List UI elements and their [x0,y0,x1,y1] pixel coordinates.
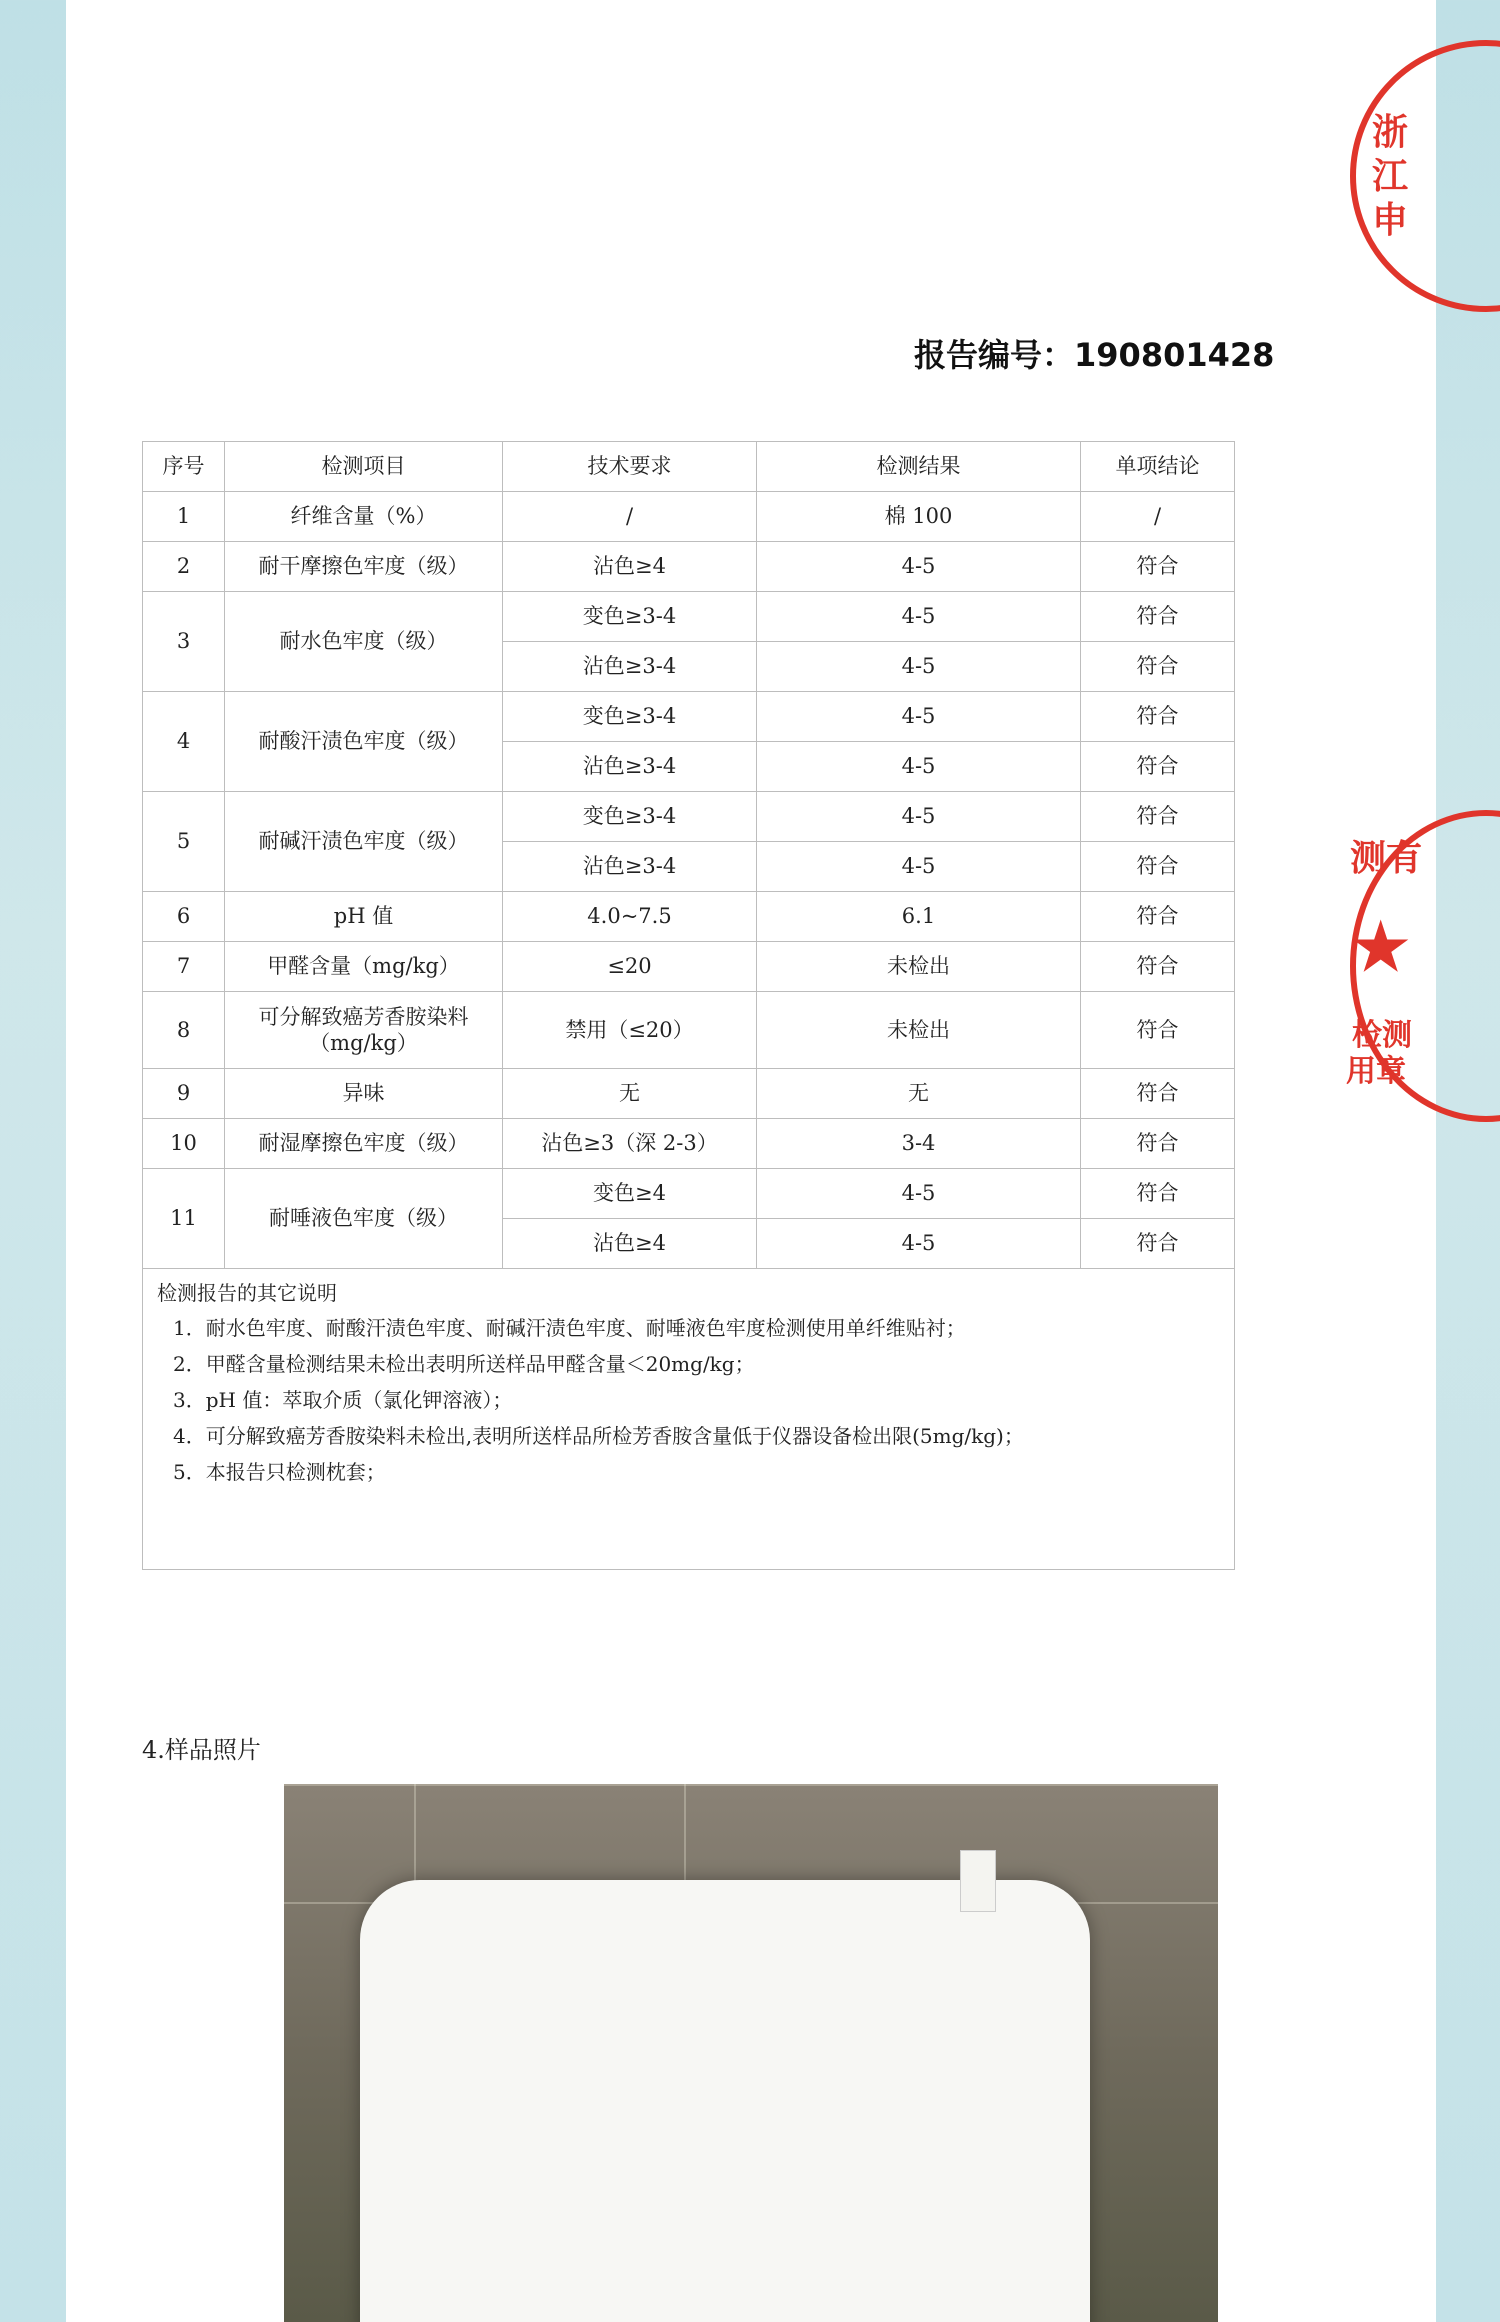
row-requirement: 沾色≥4 [503,542,757,592]
row-requirement: 沾色≥3-4 [503,642,757,692]
pillow-image [360,1880,1090,2322]
row-conclusion: 符合 [1081,842,1235,892]
row-result: 4-5 [757,692,1081,742]
row-no: 10 [143,1119,225,1169]
pillow-tag [960,1850,996,1912]
row-conclusion: 符合 [1081,692,1235,742]
table-header-row [143,442,1235,492]
row-conclusion: 符合 [1081,1119,1235,1169]
header-result: 检测结果 [757,442,1081,492]
row-conclusion: / [1081,492,1235,542]
row-requirement: 变色≥3-4 [503,592,757,642]
row-requirement: ≤20 [503,942,757,992]
table-row [143,1119,1235,1169]
table-row [143,592,1235,642]
row-conclusion: 符合 [1081,892,1235,942]
row-conclusion: 符合 [1081,542,1235,592]
row-result: 4-5 [757,842,1081,892]
row-item: 耐碱汗渍色牢度（级） [225,792,503,892]
notes-title: 检测报告的其它说明 [157,1281,337,1305]
results-table [142,441,1235,1570]
report-number [914,330,1274,376]
row-conclusion: 符合 [1081,792,1235,842]
header-requirement: 技术要求 [503,442,757,492]
row-item: 耐水色牢度（级） [225,592,503,692]
row-item: pH 值 [225,892,503,942]
table-row [143,1169,1235,1219]
row-result: 3-4 [757,1119,1081,1169]
row-no: 5 [143,792,225,892]
row-requirement: 变色≥3-4 [503,692,757,742]
row-no: 8 [143,992,225,1069]
row-requirement: 变色≥4 [503,1169,757,1219]
row-conclusion: 符合 [1081,942,1235,992]
row-item: 可分解致癌芳香胺染料（mg/kg） [225,992,503,1069]
row-no: 3 [143,592,225,692]
row-requirement: / [503,492,757,542]
seal-middle-text-c: 用章 [1346,1054,1406,1089]
row-result: 4-5 [757,642,1081,692]
row-item: 耐唾液色牢度（级） [225,1169,503,1269]
row-conclusion: 符合 [1081,992,1235,1069]
notes-item: 1．耐水色牢度、耐酸汗渍色牢度、耐碱汗渍色牢度、耐唾液色牢度检测使用单纤维贴衬； [173,1316,966,1340]
row-no: 6 [143,892,225,942]
table-row [143,492,1235,542]
notes-item: 4．可分解致癌芳香胺染料未检出,表明所送样品所检芳香胺含量低于仪器设备检出限(5mg/kg)； [173,1424,1024,1448]
row-item: 甲醛含量（mg/kg） [225,942,503,992]
row-result: 4-5 [757,542,1081,592]
row-item: 耐酸汗渍色牢度（级） [225,692,503,792]
row-result: 4-5 [757,742,1081,792]
report-number-value: 190801428 [1074,336,1275,374]
header-no: 序号 [143,442,225,492]
notes-item: 2．甲醛含量检测结果未检出表明所送样品甲醛含量＜20mg/kg； [173,1352,755,1376]
row-conclusion: 符合 [1081,592,1235,642]
row-conclusion: 符合 [1081,1219,1235,1269]
seal-middle-text-a: 测有 [1350,837,1423,879]
notes-row [143,1269,1235,1570]
row-result: 未检出 [757,942,1081,992]
row-result: 4-5 [757,1169,1081,1219]
table-row [143,992,1235,1069]
table-row [143,692,1235,742]
row-conclusion: 符合 [1081,1169,1235,1219]
row-conclusion: 符合 [1081,642,1235,692]
table-row [143,892,1235,942]
row-requirement: 4.0~7.5 [503,892,757,942]
row-item: 耐干摩擦色牢度（级） [225,542,503,592]
seal-middle-text-b: 检测 [1352,1018,1412,1053]
table-row [143,942,1235,992]
row-no: 9 [143,1069,225,1119]
row-requirement: 无 [503,1069,757,1119]
notes-item: 5．本报告只检测枕套； [173,1460,386,1484]
table-row [143,792,1235,842]
row-result: 6.1 [757,892,1081,942]
row-item: 纤维含量（%） [225,492,503,542]
row-no: 1 [143,492,225,542]
row-conclusion: 符合 [1081,1069,1235,1119]
seal-top-text: 浙江申 [1372,111,1409,241]
row-requirement: 沾色≥3-4 [503,742,757,792]
row-result: 4-5 [757,592,1081,642]
report-number-label: 报告编号： [914,336,1075,374]
notes-item: 3．pH 值：萃取介质（氯化钾溶液）； [173,1388,513,1412]
row-no: 7 [143,942,225,992]
sample-photo [284,1784,1218,2322]
row-result: 4-5 [757,1219,1081,1269]
row-requirement: 沾色≥3（深 2-3） [503,1119,757,1169]
notes-cell [143,1269,1235,1570]
row-result: 未检出 [757,992,1081,1069]
row-item: 耐湿摩擦色牢度（级） [225,1119,503,1169]
row-requirement: 变色≥3-4 [503,792,757,842]
table-row [143,1069,1235,1119]
row-requirement: 禁用（≤20） [503,992,757,1069]
row-no: 11 [143,1169,225,1269]
header-item: 检测项目 [225,442,503,492]
row-conclusion: 符合 [1081,742,1235,792]
row-result: 棉 100 [757,492,1081,542]
row-result: 无 [757,1069,1081,1119]
row-item: 异味 [225,1069,503,1119]
row-no: 2 [143,542,225,592]
section-title: 4.样品照片 [142,1736,261,1764]
header-conclusion: 单项结论 [1081,442,1235,492]
row-requirement: 沾色≥3-4 [503,842,757,892]
row-result: 4-5 [757,792,1081,842]
star-icon: ★ [1352,910,1410,985]
row-no: 4 [143,692,225,792]
row-requirement: 沾色≥4 [503,1219,757,1269]
table-row [143,542,1235,592]
